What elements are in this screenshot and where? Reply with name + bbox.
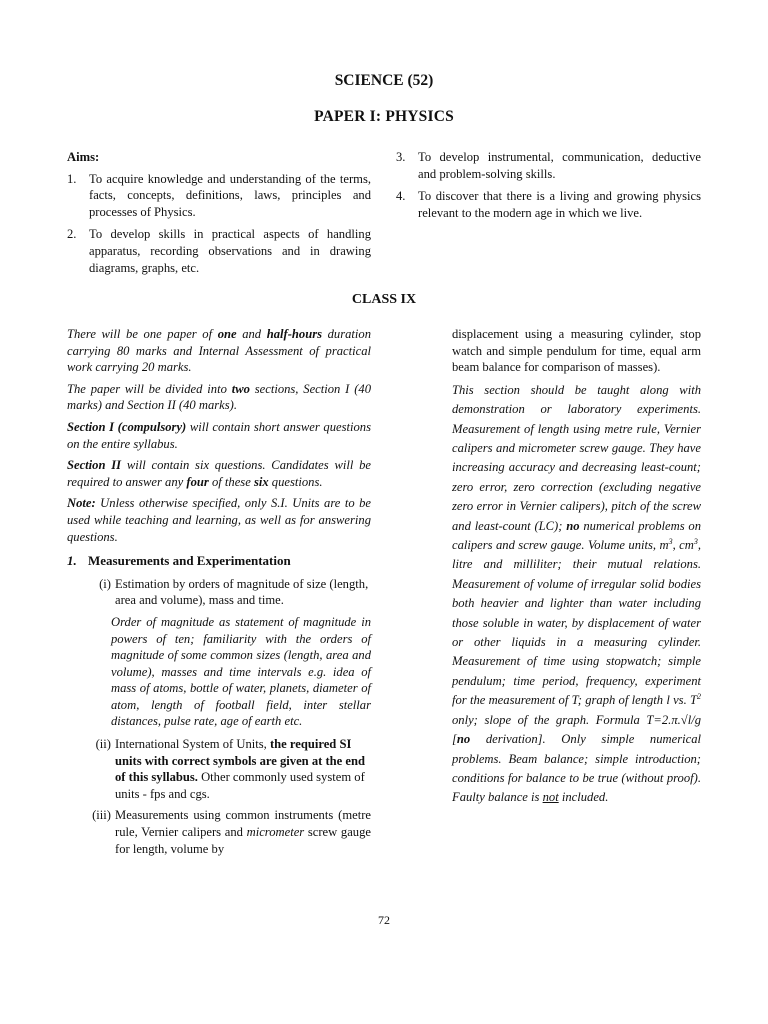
main-left-column — [67, 326, 371, 862]
aim-item — [67, 226, 371, 276]
aim-number: 1. — [67, 171, 77, 186]
section-number: 1. — [67, 553, 77, 569]
aim-number: 4. — [396, 189, 406, 204]
section-i-paragraph: Section I (compulsory) will contain short answer questions on the entire syllabus. — [67, 419, 371, 451]
section-ii-paragraph: Section II will contain six questions. Candidates will be required to answer any four of these six questions. — [67, 458, 371, 489]
subtopic-iii: (iii) Measurements using common instruments (metre rule, Vernier calipers and micrometer screw gauge for length, volume by — [92, 808, 371, 856]
document-title: SCIENCE (52) — [334, 72, 434, 89]
intro-paragraph: There will be one paper of one and half-hours duration carrying 80 marks and Internal Assessment of practical work carrying 20 marks. — [67, 327, 371, 375]
subtopic-iii-continuation: displacement using a measuring cylinder, stop watch and simple pendulum for time, equal arm beam balance for comparison of masses). — [452, 327, 701, 375]
page-number: 72 — [378, 913, 390, 927]
aim-item — [396, 149, 701, 182]
subtopic-ii: (ii) International System of Units, the required SI units with correct symbols are given at the end of this syllabus. Other commonly used system of units - fps and cgs. — [95, 737, 365, 801]
section-title: Measurements and Experimentation — [88, 553, 291, 569]
aim-text: To develop skills in practical aspects of handling apparatus, recording observations and in drawing diagrams, graphs, etc. — [89, 227, 371, 275]
aim-number: 2. — [67, 227, 77, 242]
section-heading — [67, 553, 371, 570]
paper-title: PAPER I: PHYSICS — [314, 108, 454, 125]
subtopic-iii-note: This section should be taught along with demonstration or laboratory experiments. Measurement of length using metre rule, Vernier calipers and micrometer screw gauge. They have increasing accuracy and decreasing least-count; zero error, zero correction (excluding negative zero error in Vernier calipers), pitch of the screw and least-count (LC); no numerical problems on calipers and screw gauge. Volume units, $m^3$, $cm^3$, litre and milliliter; their mutual relations. Measurement of volume of irregular solid bodies both heavier and lighter than water including those soluble in water, by displacement of water or other liquids in a measuring cylinder. Measurement of time using stopwatch; simple pendulum; time period, frequency, experiment for the measurement of T; graph of length l vs. $T^2$ only; slope of the graph. Formula T=2.π.√l/g [no derivation]. Only simple numerical problems. Beam balance; simple introduction; conditions for balance to be true (without proof). Faulty balance is not included. — [452, 382, 702, 805]
main-right-column — [452, 326, 701, 813]
note-paragraph: Note: Unless otherwise specified, only S.I. Units are to be used while teaching and learning, as well as for answering questions. — [67, 496, 371, 544]
aim-number: 3. — [396, 150, 406, 164]
sections-paragraph: The paper will be divided into two sections, Section I (40 marks) and Section II (40 marks). — [67, 381, 371, 413]
aim-text: To discover that there is a living and growing physics relevant to the modern age in which we live. — [418, 189, 701, 220]
class-heading: CLASS IX — [351, 292, 417, 307]
subtopic-i: (i) Estimation by orders of magnitude of size (length, area and volume), mass and time. — [99, 576, 369, 608]
aim-text: To develop instrumental, communication, deductive and problem-solving skills. — [418, 150, 701, 181]
aim-text: To acquire knowledge and understanding of the terms, facts, concepts, definitions, laws, principles and processes of Physics. — [89, 171, 371, 219]
subtopic-i-note: Order of magnitude as statement of magnitude in powers of ten; familiarity with the orders of magnitude of some common sizes (length, area and volume), masses and time intervals e.g. idea of mass of atoms, bottle of water, planets, diameter of atom, length of football field, inter stellar distances, pulse rate, age of earth etc. — [111, 614, 371, 729]
aims-heading: Aims: — [67, 150, 100, 164]
aims-right-column — [396, 149, 701, 227]
aim-item — [67, 171, 371, 221]
aims-left-column — [67, 149, 371, 282]
aim-item — [396, 188, 701, 221]
